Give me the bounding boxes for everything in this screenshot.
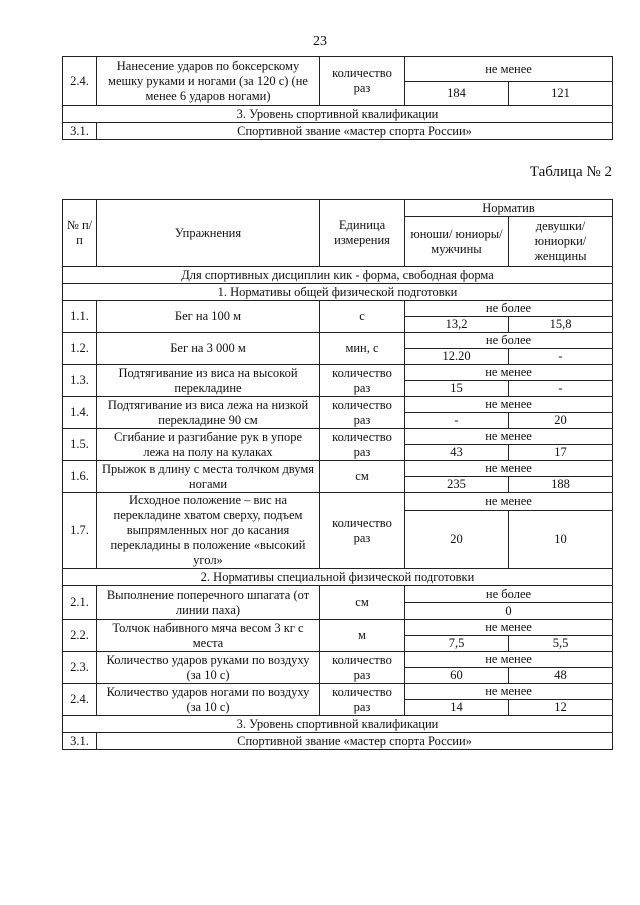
norm-male-value: 20: [405, 510, 509, 568]
unit-cell: количество раз: [320, 493, 405, 569]
row-number: 3.1.: [63, 733, 97, 750]
norm-condition: не менее: [405, 620, 613, 636]
unit-cell: м: [320, 620, 405, 652]
exercise-cell: Подтягивание из виса на высокой перекладине: [97, 365, 320, 397]
row-number: 1.4.: [63, 397, 97, 429]
unit-cell: количество раз: [320, 429, 405, 461]
norm-female-value: 17: [509, 445, 613, 461]
norm-female-value: 20: [509, 413, 613, 429]
header-norm: Норматив: [405, 200, 613, 217]
unit-cell: количество раз: [320, 57, 405, 106]
norm-female-value: -: [509, 381, 613, 397]
norm-condition: не менее: [405, 397, 613, 413]
row-number: 3.1.: [63, 123, 97, 140]
row-number: 1.3.: [63, 365, 97, 397]
norm-female-value: 12: [509, 700, 613, 716]
norm-female-value: 48: [509, 668, 613, 684]
header-female: девушки/ юниорки/ женщины: [509, 217, 613, 267]
exercise-cell: Нанесение ударов по боксерскому мешку руками и ногами (за 120 с) (не менее 6 ударов ногами): [97, 57, 320, 106]
unit-cell: мин, с: [320, 333, 405, 365]
norm-condition: не менее: [405, 365, 613, 381]
unit-cell: количество раз: [320, 652, 405, 684]
unit-cell: с: [320, 301, 405, 333]
norm-condition: не более: [405, 301, 613, 317]
page-number: 23: [313, 34, 327, 49]
exercise-cell: Исходное положение – вис на перекладине хватом сверху, подъем выпрямленных ног до касания перекладины в положение «высокий угол»: [97, 493, 320, 569]
unit-cell: см: [320, 461, 405, 493]
row-number: 1.7.: [63, 493, 97, 569]
norm-male-value: 43: [405, 445, 509, 461]
exercise-cell: Бег на 3 000 м: [97, 333, 320, 365]
norm-male-value: 60: [405, 668, 509, 684]
table-2: [62, 199, 613, 750]
qualification-cell: Спортивной звание «мастер спорта России»: [97, 733, 613, 750]
header-male: юноши/ юниоры/ мужчины: [405, 217, 509, 267]
unit-cell: количество раз: [320, 397, 405, 429]
row-number: 1.1.: [63, 301, 97, 333]
norm-female-value: 121: [509, 82, 613, 106]
norm-male-value: 184: [405, 82, 509, 106]
exercise-cell: Сгибание и разгибание рук в упоре лежа на полу на кулаках: [97, 429, 320, 461]
section-heading: 3. Уровень спортивной квалификации: [63, 716, 613, 733]
section-heading: 3. Уровень спортивной квалификации: [63, 106, 613, 123]
exercise-cell: Бег на 100 м: [97, 301, 320, 333]
row-number: 2.4.: [63, 57, 97, 106]
norm-condition: не менее: [405, 461, 613, 477]
row-number: 1.2.: [63, 333, 97, 365]
qualification-cell: Спортивной звание «мастер спорта России»: [97, 123, 613, 140]
header-unit: Единица измерения: [320, 200, 405, 267]
norm-male-value: 13,2: [405, 317, 509, 333]
row-number: 1.6.: [63, 461, 97, 493]
norm-female-value: -: [509, 349, 613, 365]
norm-male-value: 15: [405, 381, 509, 397]
table-caption: Таблица № 2: [529, 164, 612, 180]
norm-male-value: 14: [405, 700, 509, 716]
header-exercise: Упражнения: [97, 200, 320, 267]
norm-condition: не более: [405, 586, 613, 603]
row-number: 2.4.: [63, 684, 97, 716]
section-heading: 2. Нормативы специальной физической подготовки: [63, 569, 613, 586]
norm-male-value: 12.20: [405, 349, 509, 365]
exercise-cell: Подтягивание из виса лежа на низкой перекладине 90 см: [97, 397, 320, 429]
norm-female-value: 188: [509, 477, 613, 493]
norm-condition: не менее: [405, 429, 613, 445]
norm-common-value: 0: [405, 603, 613, 620]
norm-condition: не менее: [405, 652, 613, 668]
norm-condition: не менее: [405, 57, 613, 82]
norm-condition: не более: [405, 333, 613, 349]
norm-male-value: 7,5: [405, 636, 509, 652]
row-number: 1.5.: [63, 429, 97, 461]
norm-female-value: 5,5: [509, 636, 613, 652]
row-number: 2.2.: [63, 620, 97, 652]
norm-male-value: -: [405, 413, 509, 429]
header-number: № п/п: [63, 200, 97, 267]
exercise-cell: Прыжок в длину с места толчком двумя ногами: [97, 461, 320, 493]
unit-cell: количество раз: [320, 684, 405, 716]
row-number: 2.3.: [63, 652, 97, 684]
exercise-cell: Толчок набивного мяча весом 3 кг с места: [97, 620, 320, 652]
norm-female-value: 10: [509, 510, 613, 568]
section-heading: 1. Нормативы общей физической подготовки: [63, 284, 613, 301]
norm-female-value: 15,8: [509, 317, 613, 333]
exercise-cell: Количество ударов руками по воздуху (за 10 с): [97, 652, 320, 684]
unit-cell: см: [320, 586, 405, 620]
unit-cell: количество раз: [320, 365, 405, 397]
norm-condition: не менее: [405, 493, 613, 511]
discipline-heading: Для спортивных дисциплин кик - форма, свободная форма: [63, 267, 613, 284]
table-1-continuation: [62, 56, 613, 140]
exercise-cell: Количество ударов ногами по воздуху (за 10 с): [97, 684, 320, 716]
exercise-cell: Выполнение поперечного шпагата (от линии паха): [97, 586, 320, 620]
norm-male-value: 235: [405, 477, 509, 493]
row-number: 2.1.: [63, 586, 97, 620]
norm-condition: не менее: [405, 684, 613, 700]
